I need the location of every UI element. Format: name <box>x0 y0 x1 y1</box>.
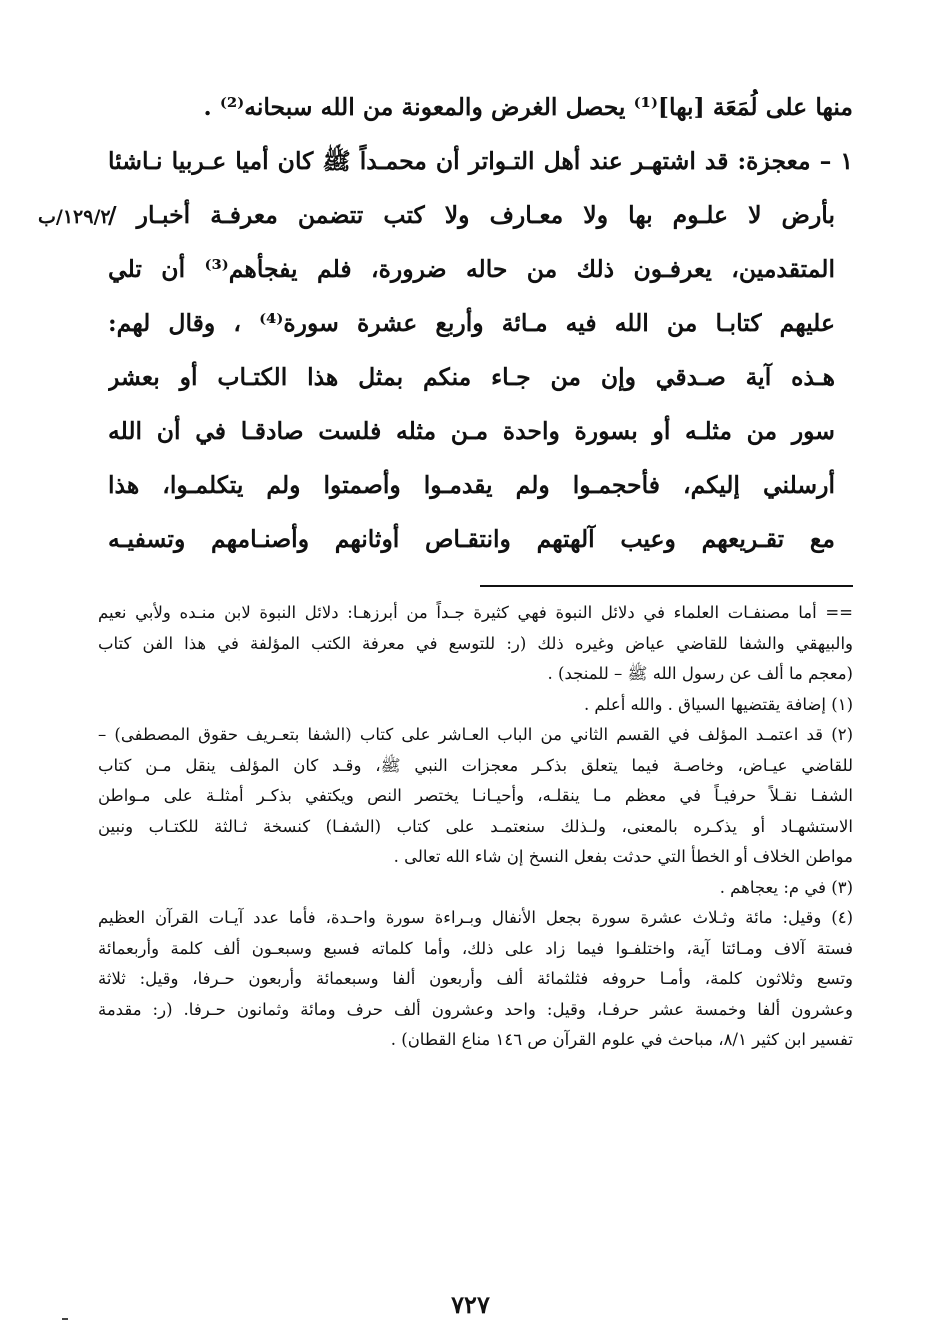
footnote-line: فستة آلاف ومـائتا آية، واختلفـوا فيما زاد على ذلك، وأما كلماته فسبع وسبعـون ألف كلمة وأربعمائة <box>98 938 853 958</box>
main-text-line: عليهم كتابـا من الله فيه مـائة وأربع عشرة سورة⁽⁴⁾ ، وقال لهم: <box>108 309 835 337</box>
scan-mark <box>62 1318 68 1320</box>
footnote-line: الاستشهـاد أو يذكـره بالمعنى، ولـذلك سنعتمـد على كتاب (الشفـا) كنسخة ثـالثة للكتـاب ونبين <box>98 816 853 836</box>
footnote-line: والبيهقي والشفا للقاضي عياض وغيره ذلك (ر: للتوسع في معرفة الكتب المؤلفة في هذا الفن كتاب <box>98 633 853 653</box>
manuscript-folio-reference: ١٢٩/٢/ب <box>38 206 111 228</box>
footnote-line: تفسير ابن كثير ٨/١، مباحث في علوم القرآن ص ١٤٦ مناع القطان) . <box>390 1030 853 1049</box>
main-text-line: منها على لُمَعَة [بها]⁽¹⁾ يحصل الغرض والمعونة من الله سبحانه⁽²⁾ . <box>203 93 853 121</box>
main-text-line: مع تقـريعهم وعيب آلهتهم وانتقـاص أوثانهم وأصنـامهم وتسفيـه <box>108 525 835 553</box>
footnote-line: وتسع وثلاثون كلمة، وأمـا حروفه فثلثمائة ألف وأربعون ألفا وسبعمائة وأربعون حـرفا، وقيل: ثلاثة <box>98 969 853 988</box>
main-text-block <box>108 80 853 566</box>
footnote-line: الشفـا نقـلاً حرفيـاً في معظم مـا ينقلـه، وأحيـانـا يختصر النص ويكتفي بذكـر أمثلـة على مـواطن <box>98 786 853 805</box>
footnote-line: للقاضي عيـاض، وخاصـة فيما يتعلق بذكـر معجزات النبي ﷺ، وقـد كان المؤلف ينقل مـن كتاب <box>98 755 853 775</box>
footnote-line: (٤) وقيل: مائة وثـلاث عشرة سورة بجعل الأنفال وبـراءة سورة واحـدة، فأما عدد آيـات القرآن العظيم <box>98 908 853 927</box>
footnote-line: (معجم ما ألف عن رسول الله ﷺ – للمنجد) . <box>547 664 853 683</box>
footnote-line: مواطن الخلاف أو الخطأ التي حدثت بفعل النسخ إن شاء الله تعالى . <box>393 847 853 866</box>
main-text-line: ١ – معجزة: قد اشتهـر عند أهل التـواتر أن محمـداً ﷺ كان أميا عـربيا نـاشئا <box>108 147 853 175</box>
footnote-line: (١) إضافة يقتضيها السياق . والله أعلم . <box>583 694 853 714</box>
main-text-line: هـذه آية صـدقي وإن من جـاء منكم بمثل هذا الكتـاب أو بعشر <box>108 363 835 391</box>
main-text-line: بأرض لا علـوم بها ولا معـارف ولا كتب تتضمن معرفـة أخبـار / <box>108 201 835 229</box>
footnotes-block <box>98 598 853 1056</box>
footnote-line: (٣) في م: يعجاهم . <box>719 877 853 897</box>
main-text-line: المتقدمين، يعرفـون ذلك من حاله ضرورة، فلم يفجأهم⁽³⁾ أن تلي <box>108 255 835 283</box>
footnote-line: == أما مصنفـات العلماء في دلائل النبوة فهي كثيرة جـداً من أبرزهـا: دلائل النبوة لابن منـده ولأبي نعيم <box>98 603 853 622</box>
footnote-separator-rule <box>480 585 853 587</box>
footnote-line: (٢) قد اعتمـد المؤلف في القسم الثاني من الباب العـاشر على كتاب (الشفا بتعـريف حقوق المصطفى) – <box>98 725 853 744</box>
footnote-line: وعشرون ألفا وخمسة عشر حرفـا، وقيل: واحد وعشرون ألف حرف ومائة وثمانون حـرفا. (ر: مقدمة <box>98 999 853 1019</box>
page-number: ٧٢٧ <box>451 1290 490 1319</box>
main-text-line: أرسلني إليكم، فأحجمـوا ولم يقدمـوا وأصمتوا ولم يتكلمـوا، هذا <box>108 471 835 499</box>
main-text-line: سور من مثلـه أو بسورة واحدة مـن مثله فلست صادقـا في أن الله <box>108 417 835 445</box>
